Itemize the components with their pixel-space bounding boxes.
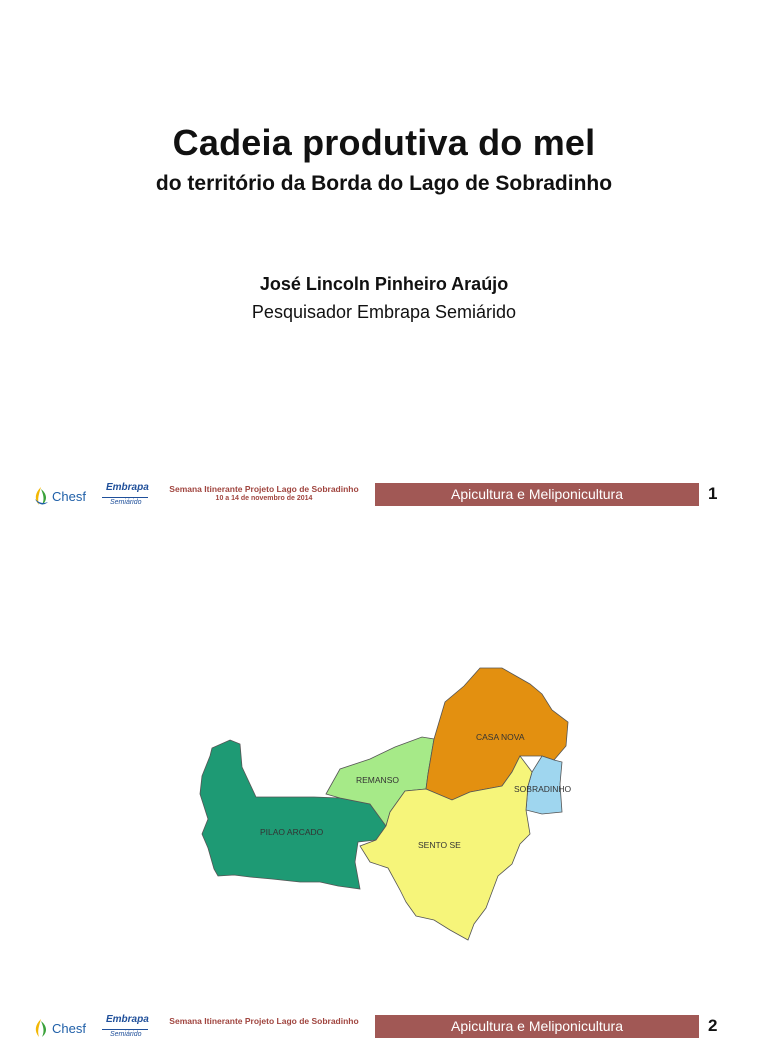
page-number: 2 — [708, 1016, 718, 1035]
chesf-leaf-icon — [32, 1017, 50, 1039]
map-label-remanso: REMANSO — [356, 775, 399, 785]
map-label-sobradinho: SOBRADINHO — [514, 784, 572, 794]
page-number: 1 — [708, 484, 718, 503]
slide-title: Cadeia produtiva do mel — [172, 122, 596, 163]
slide-1 — [0, 0, 768, 512]
author-name: José Lincoln Pinheiro Araújo — [259, 274, 509, 294]
chesf-logo: Chesf — [32, 1016, 86, 1040]
event-info: Semana Itinerante Projeto Lago de Sobradinho 10 a 14 de novembro de 2014 — [169, 484, 359, 502]
map-label-pilao-arcado: PILAO ARCADO — [260, 827, 324, 837]
map-label-sento-se: SENTO SE — [418, 840, 461, 850]
slide-footer — [0, 482, 768, 512]
embrapa-logo: Embrapa Semiárido — [100, 482, 150, 510]
author-role: Pesquisador Embrapa Semiárido — [251, 302, 517, 322]
territory-map — [190, 664, 590, 944]
chesf-logo: Chesf — [32, 484, 86, 508]
event-info: Semana Itinerante Projeto Lago de Sobradinho — [169, 1016, 359, 1026]
map-label-casa-nova: CASA NOVA — [476, 732, 525, 742]
slide-subtitle: do território da Borda do Lago de Sobradinho — [155, 172, 613, 195]
slide-2-footer — [0, 1014, 768, 1038]
section-bar: Apicultura e Meliponicultura — [375, 1015, 699, 1038]
map-region-pilao-arcado — [200, 740, 386, 889]
chesf-leaf-icon — [32, 485, 50, 507]
embrapa-logo: Embrapa Semiárido — [100, 1014, 150, 1042]
section-bar: Apicultura e Meliponicultura — [375, 483, 699, 506]
